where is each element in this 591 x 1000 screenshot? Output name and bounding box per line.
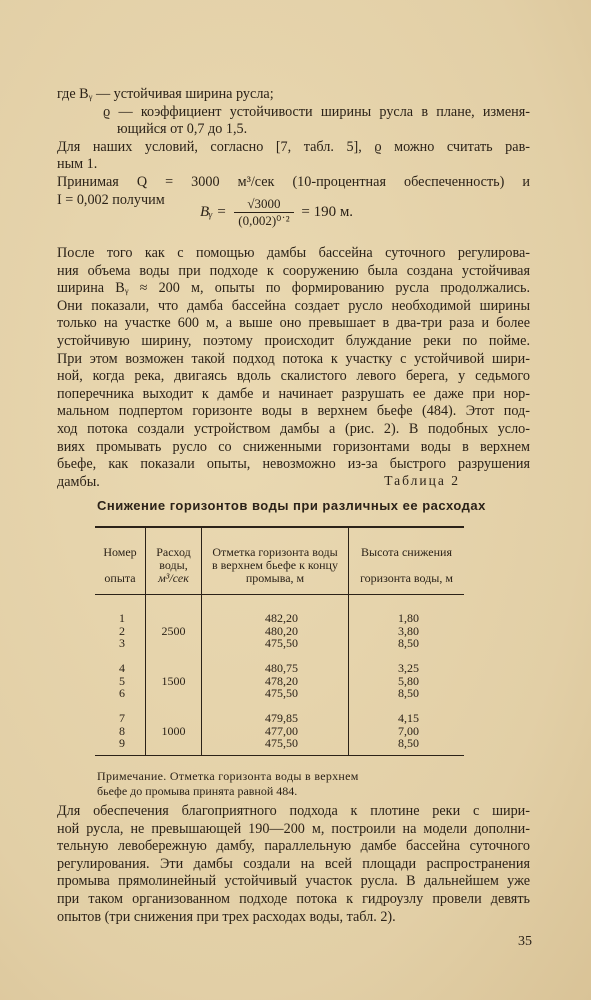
table-cell: 3,80 (398, 623, 419, 638)
table-cell: 480,20 (265, 623, 298, 638)
header-text: м³/сек (158, 571, 189, 585)
table-cell: 6 (119, 686, 125, 700)
text-line: мальном подпертом горизонте воды в верхнем бьефе (484). Этот под- (57, 403, 530, 420)
table-header-rule (95, 594, 464, 595)
note-line: бьефе до промыва принята равной 484. (97, 783, 298, 798)
text-line: ширина Bᵧ ≈ 200 м, опыты по формированию русла продолжались. (57, 280, 530, 297)
text-line: тельную левобережную дамбу, параллельную дамбе бассейна суточного (57, 838, 530, 855)
text-line: ным 1. (57, 156, 98, 173)
text-line: при таком организованном подходе потока к гидроузлу провели девять (57, 890, 530, 907)
text-line: Принимая Q = 3000 м³/сек (10-процентная обеспеченность) и (57, 173, 530, 190)
header-text: воды, (159, 558, 188, 572)
text-line: I = 0,002 получим (57, 191, 165, 208)
table-cell: 2500 (161, 623, 186, 638)
text-line: ющийся от 0,7 до 1,5. (117, 121, 248, 138)
header-text: опыта (104, 571, 136, 585)
table-cell: 5,80 (398, 673, 419, 688)
note-line: Примечание. Отметка горизонта воды в верхнем (97, 769, 359, 783)
text-line: Они показали, что дамба бассейна создает русло необходимой ширины (57, 297, 530, 314)
table-cell: 1,80 (398, 611, 419, 625)
table-cell: 8 (119, 723, 125, 738)
table-cell: 5 (119, 673, 125, 688)
table-cell: 477,00 (265, 723, 298, 738)
table-caption: Таблица 2 (384, 473, 460, 488)
table-cell: 3,25 (398, 661, 419, 675)
table-note (97, 769, 497, 798)
data-table (95, 526, 464, 756)
table-cell: 480,75 (265, 661, 298, 675)
text-line: виях промывать русло со сниженными горизонтами воды в верхнем (57, 438, 530, 455)
text-line: регулирования. Эти дамбы создали на всей площади распространения (57, 855, 530, 872)
header-text: в верхнем бьефе к концу (212, 558, 338, 572)
text-line: поперечника выходит к дамбе и начинает разрушать ее даже при нор- (57, 385, 530, 402)
table-cell: 482,20 (265, 611, 298, 625)
header-number (95, 546, 145, 585)
text-line: ния объема воды при подходе к сооружению была создана устойчивая (57, 262, 530, 279)
page-number: 35 (518, 934, 532, 949)
table-cell: 2 (119, 623, 125, 638)
formula-denominator: (0,002)⁰˙² (238, 213, 290, 228)
table-cell: 475,50 (265, 636, 298, 650)
paragraph-2 (57, 803, 530, 926)
header-discharge (146, 546, 201, 585)
table-cell: 8,50 (398, 686, 419, 700)
header-text: Высота снижения (361, 545, 452, 559)
text-line: После того как с помощью дамбы бассейна суточного регулирова- (57, 245, 530, 261)
formula-numerator: √3000 (234, 196, 293, 213)
text-line: ной русла, не превышающей 190—200 м, построили на модели дополни- (57, 820, 530, 837)
text-line: Для обеспечения благоприятного подхода к плотине реки с шири- (57, 803, 530, 819)
text-line: промыва прямолинейный устойчивый участок русла. В дальнейшем уже (57, 873, 530, 890)
header-level (202, 546, 348, 585)
definitions-block (57, 86, 530, 209)
text-line: ход потока создали устройством дамбы a (рис. 2). В подобных усло- (57, 420, 530, 437)
text-line: опытов (три снижения при трех расходах воды, табл. 2). (57, 908, 396, 925)
text-line: устойчивую ширину, поэтому происходит блуждание реки по пойме. (57, 332, 530, 349)
paragraph-1 (57, 245, 530, 491)
table-cell: 7 (119, 711, 125, 725)
text-line: бьефе, как показали опыты, невозможно из-за быстрого разрушения (57, 456, 530, 473)
header-drop (349, 546, 464, 585)
header-text: Отметка горизонта воды (212, 545, 338, 559)
text-line: где Bᵧ — устойчивая ширина русла; (57, 86, 274, 102)
table-cell: 1 (119, 611, 125, 625)
table-cell: 479,85 (265, 711, 298, 725)
text-line: дамбы. (57, 473, 100, 490)
header-text: промыва, м (245, 571, 305, 585)
header-text: горизонта воды, м (360, 571, 453, 585)
table-cell: 3 (119, 636, 125, 650)
header-text: Расход (156, 545, 191, 559)
text-line: Для наших условий, согласно [7, табл. 5], ϱ можно считать рав- (57, 138, 530, 155)
text-line: ϱ — коэффициент устойчивости ширины русла в плане, изменя- (103, 103, 530, 120)
table-cell: 9 (119, 736, 125, 750)
table-cell: 4 (119, 661, 125, 675)
table-bottom-rule (95, 755, 464, 756)
formula-rhs: = 190 м. (301, 203, 354, 220)
table-cell: 1000 (161, 723, 186, 738)
table-cell: 1500 (161, 673, 186, 688)
table-title: Снижение горизонтов воды при различных ее расходах (97, 498, 486, 513)
table-cell: 475,50 (265, 736, 298, 750)
table-cell: 4,15 (398, 711, 419, 725)
table-cell: 478,20 (265, 673, 298, 688)
text-line: только на участке 600 м, а выше оно превышает в два-три раза и более (57, 315, 530, 332)
table-cell: 8,50 (398, 636, 419, 650)
formula-lhs: Bᵧ = (200, 203, 227, 220)
table-cell: 7,00 (398, 723, 419, 738)
text-line: При этом возможен такой подход потока к участку с устойчивой шири- (57, 350, 530, 367)
width-formula (200, 196, 353, 229)
table-top-rule (95, 526, 464, 528)
formula-fraction (234, 196, 293, 229)
header-text: Номер (103, 545, 137, 559)
text-line: ной, когда река, двигаясь вдоль скалистого левого берега, у седьмого (57, 368, 530, 385)
table-cell: 8,50 (398, 736, 419, 750)
table-cell: 475,50 (265, 686, 298, 700)
